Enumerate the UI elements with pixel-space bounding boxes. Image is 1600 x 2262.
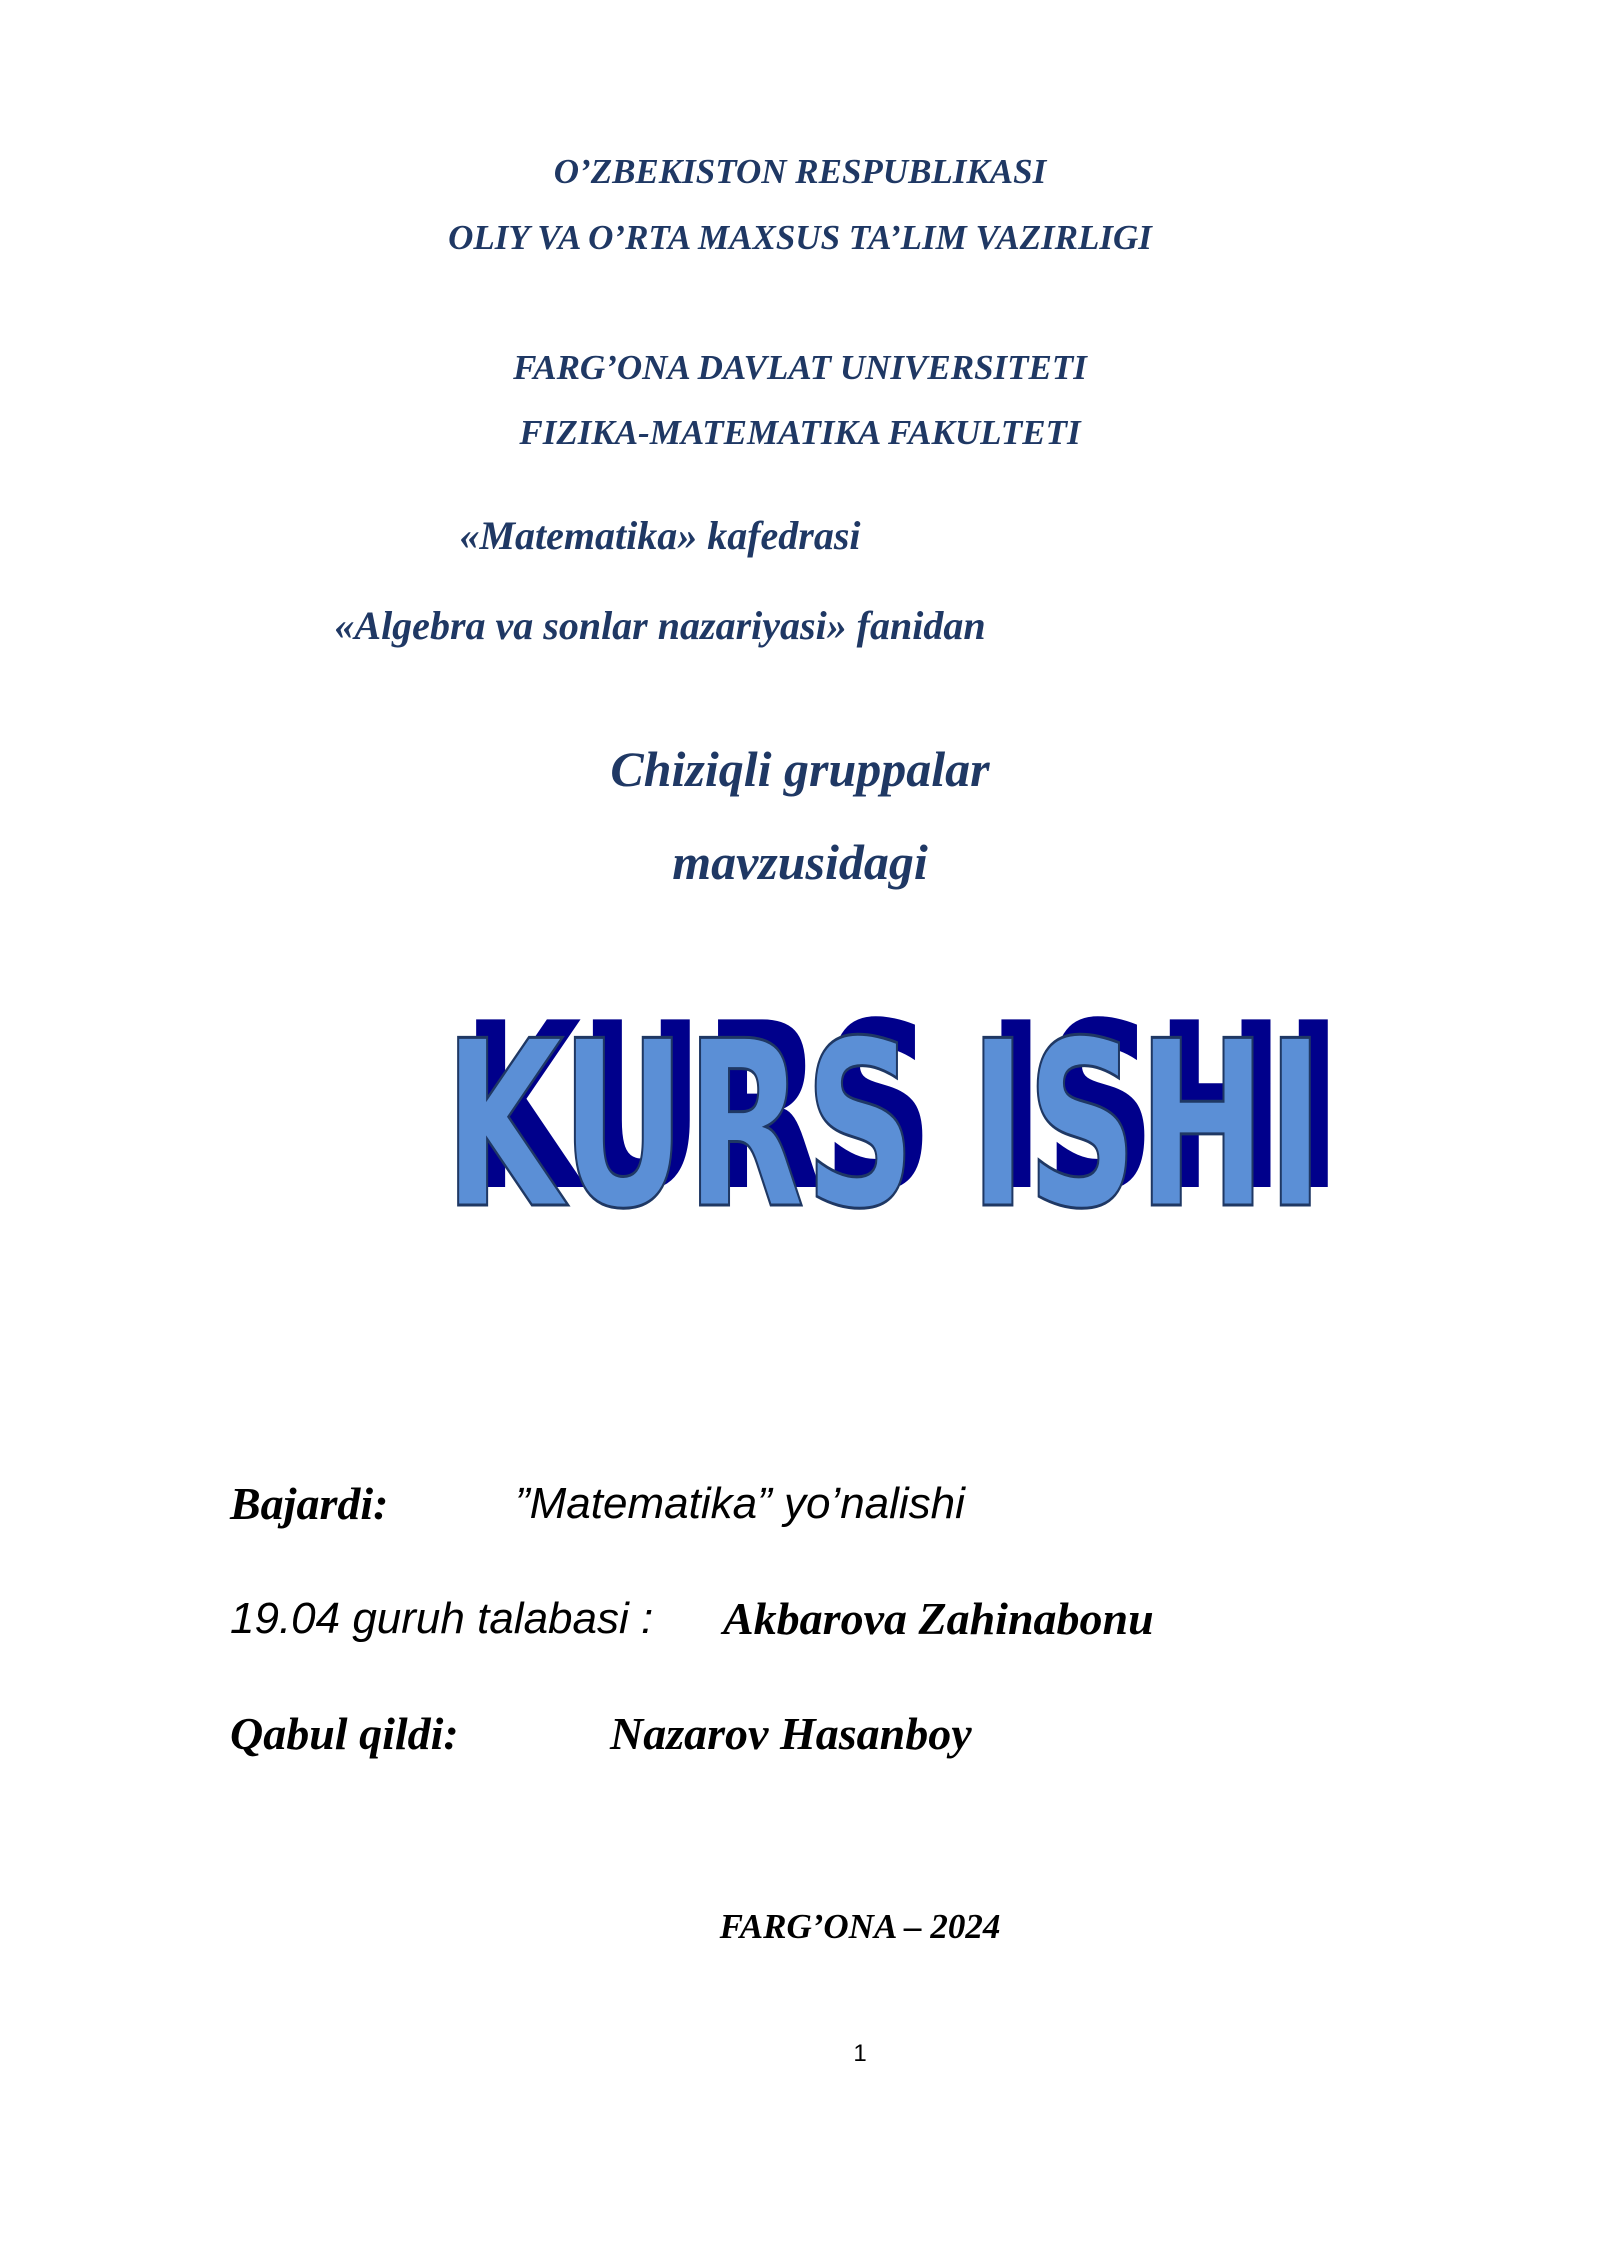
accepted-row bbox=[230, 1707, 1130, 1767]
topic-title-line1: Chiziqli gruppalar bbox=[610, 741, 990, 797]
wordart-shadow-text: KURS ISHI bbox=[462, 975, 1342, 1225]
accepted-label: Qabul qildi: bbox=[230, 1708, 459, 1759]
performed-label: Bajardi: bbox=[230, 1478, 389, 1529]
kurs-ishi-wordart bbox=[440, 955, 1380, 1225]
department-heading: «Matematika» kafedrasi bbox=[459, 513, 861, 558]
wordart-main-text: KURS ISHI bbox=[444, 993, 1324, 1225]
topic-title-line2: mavzusidagi bbox=[672, 834, 928, 890]
faculty-heading: FIZIKA-MATEMATIKA FAKULTETI bbox=[519, 413, 1081, 452]
group-row bbox=[230, 1592, 1230, 1652]
direction-value: ”Matematika” yo’nalishi bbox=[515, 1479, 965, 1528]
student-name: Akbarova Zahinabonu bbox=[723, 1593, 1154, 1644]
city-year: FARG’ONA – 2024 bbox=[719, 1907, 1001, 1946]
republic-heading: O’ZBEKISTON RESPUBLIKASI bbox=[553, 152, 1047, 191]
performed-row bbox=[230, 1477, 1130, 1537]
page-number: 1 bbox=[853, 2040, 867, 2067]
group-label: 19.04 guruh talabasi : bbox=[230, 1594, 654, 1643]
teacher-name: Nazarov Hasanboy bbox=[610, 1708, 972, 1759]
ministry-heading: OLIY VA O’RTA MAXSUS TA’LIM VAZIRLIGI bbox=[448, 218, 1152, 257]
subject-heading: «Algebra va sonlar nazariyasi» fanidan bbox=[334, 603, 986, 648]
university-heading: FARG’ONA DAVLAT UNIVERSITETI bbox=[513, 348, 1087, 387]
